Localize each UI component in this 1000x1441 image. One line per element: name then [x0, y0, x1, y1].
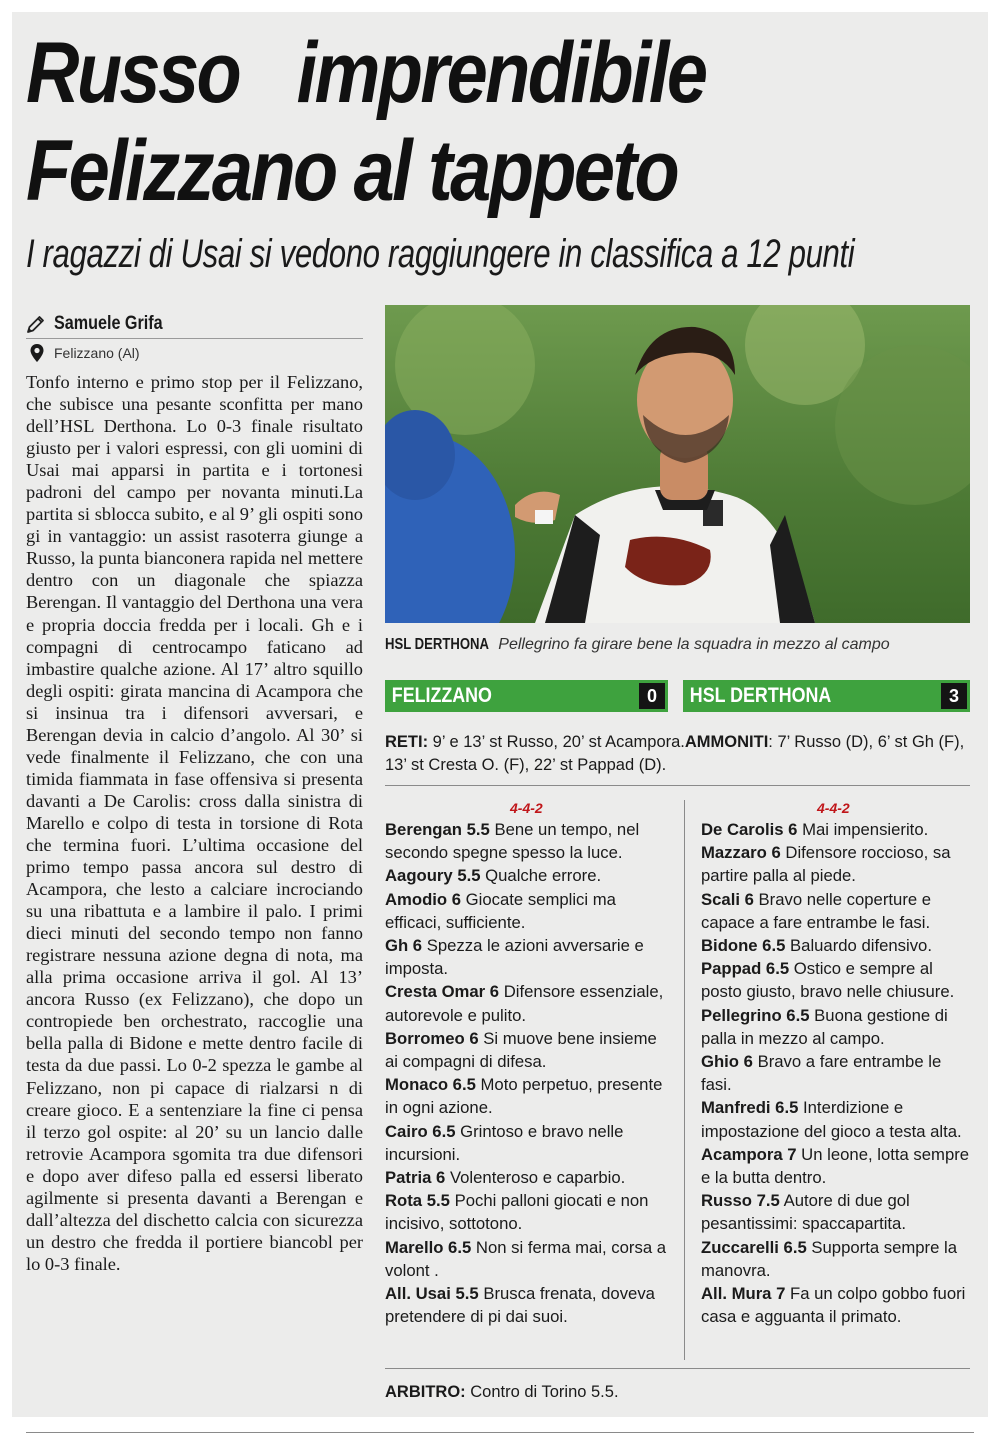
- player-name: Rota 5.5: [385, 1191, 450, 1211]
- player-rating: [385, 888, 670, 934]
- photo-caption: [385, 636, 975, 658]
- player-comment: Mai impensierito.: [802, 820, 929, 839]
- player-name: Borromeo 6: [385, 1028, 479, 1048]
- player-comment: Bravo nelle coperture e capace a fare entrambe le fasi.: [701, 889, 932, 932]
- divider: [385, 785, 970, 786]
- player-rating: [385, 864, 670, 887]
- away-score-bar: [683, 680, 970, 712]
- player-comment: Bravo a fare entrambe le fasi.: [701, 1052, 942, 1095]
- player-name: Patria 6: [385, 1168, 446, 1188]
- home-ratings: [385, 818, 670, 1328]
- player-rating: [701, 1050, 973, 1096]
- player-rating: [385, 818, 670, 864]
- author-name: Samuele Grifa: [54, 312, 163, 334]
- player-comment: Ostico e sempre al posto giusto, bravo nelle chiusure.: [701, 959, 955, 1002]
- player-rating: [385, 980, 670, 1026]
- player-name: Monaco 6.5: [385, 1075, 476, 1095]
- player-name: Zuccarelli 6.5: [701, 1237, 807, 1257]
- player-name: Aagoury 5.5: [385, 866, 481, 886]
- player-rating: [385, 1189, 670, 1235]
- byline: [26, 309, 363, 339]
- player-name: Berengan 5.5: [385, 820, 490, 839]
- referee-text: Contro di Torino 5.5.: [465, 1383, 619, 1401]
- headline-line-2: Felizzano al tappeto: [26, 123, 678, 219]
- player-comment: Pochi palloni giocati e non incisivo, sottotono.: [385, 1191, 649, 1234]
- player-rating: [385, 1073, 670, 1119]
- player-comment: Difensore roccioso, sa partire palla al piede.: [701, 843, 951, 886]
- player-name: Manfredi 6.5: [701, 1098, 799, 1118]
- player-comment: Giocate semplici ma efficaci, sufficiente.: [385, 889, 616, 932]
- caption-team: HSL DERTHONA: [385, 636, 489, 653]
- subheadline: I ragazzi di Usai si vedono raggiungere in classifica a 12 punti: [26, 232, 855, 276]
- player-rating: [701, 1189, 973, 1235]
- away-team-name: HSL DERTHONA: [689, 684, 832, 707]
- caption-text: Pellegrino fa girare bene la squadra in mezzo al campo: [498, 636, 890, 653]
- photo-illustration: [385, 305, 970, 623]
- location-text: Felizzano (Al): [54, 345, 140, 361]
- player-comment: Baluardo difensivo.: [790, 936, 932, 956]
- home-score: 0: [639, 683, 665, 709]
- player-rating: [701, 934, 973, 957]
- player-comment: Si muove bene insieme ai compagni di difesa.: [385, 1028, 657, 1072]
- bookings-text: : 7’ Russo (D), 6’ st Gh (F), 13’ st Cresta O. (F), 22’ st Pappad (D).: [385, 733, 965, 774]
- bottom-rule: [26, 1432, 974, 1433]
- player-rating: [701, 1004, 973, 1050]
- player-name: Pellegrino 6.5: [701, 1005, 810, 1025]
- player-comment: Brusca frenata, doveva pretendere di pi dai suoi.: [385, 1284, 655, 1327]
- player-rating: [385, 1236, 670, 1282]
- player-comment: Autore di due gol pesantissimi: spaccapartita.: [701, 1191, 910, 1234]
- home-score-bar: [385, 680, 668, 712]
- away-formation: 4-4-2: [817, 800, 850, 816]
- home-formation: 4-4-2: [510, 800, 543, 816]
- player-comment: Buona gestione di palla in mezzo al campo.: [701, 1005, 948, 1048]
- player-rating: [701, 1282, 973, 1328]
- player-comment: Spezza le azioni avversarie e imposta.: [385, 936, 644, 979]
- player-name: Ghio 6: [701, 1052, 753, 1072]
- location: [30, 342, 140, 364]
- player-name: Bidone 6.5: [701, 936, 786, 956]
- away-score: 3: [941, 683, 967, 709]
- player-comment: Supporta sempre la manovra.: [701, 1237, 958, 1280]
- headline-line-1: Russo imprendibile: [26, 25, 706, 121]
- divider: [385, 1368, 970, 1369]
- player-comment: Difensore essenziale, autorevole e pulito.: [385, 982, 664, 1025]
- pencil-icon: [26, 314, 46, 334]
- player-name: All. Mura 7: [701, 1284, 786, 1304]
- away-ratings: [701, 818, 973, 1328]
- article-body: Tonfo interno e primo stop per il Felizzano, che subisce una pesante sconfitta per mano dell’HSL Derthona. Lo 0-3 finale risultato giusto per i valori espressi, con gli uomini di Usai mai apparsi in partita e i tortonesi padroni del campo per novanta minuti.La partita si sblocca subito, e al 9’ gli ospiti sono gi in vantaggio: un assist rasoterra giunge a Russo, la punta bianconera rapida nel mettere dentro con un diagonale che spiazza Berengan. Il vantaggio del Derthona una vera e propria doccia fredda per i locali. Gh e i compagni di centrocampo faticano ad imbastire qualche azione. Al 17’ altro squillo degli ospiti: girata mancina di Acampora che si insinua tra i difensori avversari, e Berengan devia in calcio d’angolo. Al 30’ si vede finalmente il Felizzano, che con una timida fiammata in fase offensiva si presenta davanti a De Carolis: cross dalla sinistra di Marello e colpo di testa in torsione di Rota che termina fuori. L’ultima occasione del primo tempo passa ancora sul destro di Acampora, che lesto a calciare incrociando su una ribattuta e a lambire il palo. I primi dieci minuti del secondo tempo non fanno registrare nessuna azione degna di nota, ma alla prima occasione arriva il gol. Al 13’ ancora Russo (ex Felizzano), che dopo un contropiede ben orchestrato, raccoglie una bella palla di Bidone e mette dentro facile di testa da due passi. Lo 0-2 spezza le gambe al Felizzano, non pi capace di rialzarsi n di creare gioco. E a sentenziare la fine ci pensa il terzo gol ospite: al 20’ su un lancio dalle retrovie Acampora sgomita tra due difensori e dopo aver difeso palla ed essersi liberato agilmente si presenta davanti a Berengan e dall’altezza del dischetto calcia con sicurezza un destro che fredda il portiere biancobl per lo 0-3 finale.: [26, 372, 363, 1274]
- goals-text: 9’ e 13’ st Russo, 20’ st Acampora.: [428, 733, 685, 751]
- player-rating: [385, 1027, 670, 1073]
- player-comment: Un leone, lotta sempre e la butta dentro.: [701, 1144, 970, 1188]
- column-divider: [684, 800, 685, 1360]
- player-rating: [701, 818, 973, 841]
- player-comment: Grintoso e bravo nelle incursioni.: [385, 1121, 624, 1164]
- player-name: Amodio 6: [385, 889, 462, 909]
- player-rating: [701, 1096, 973, 1142]
- player-comment: Qualche errore.: [485, 866, 602, 886]
- goals-label: RETI:: [385, 733, 429, 751]
- player-comment: Volenteroso e caparbio.: [449, 1168, 626, 1188]
- player-rating: [701, 957, 973, 1003]
- player-rating: [701, 1143, 973, 1189]
- player-name: Scali 6: [701, 889, 754, 909]
- match-events: [385, 731, 970, 777]
- home-team-name: FELIZZANO: [391, 684, 492, 707]
- location-pin-icon: [30, 344, 44, 362]
- player-comment: Moto perpetuo, presente in ogni azione.: [385, 1075, 663, 1118]
- player-comment: Interdizione e impostazione del gioco a testa alta.: [701, 1098, 962, 1141]
- player-name: Russo 7.5: [701, 1191, 780, 1211]
- player-rating: [385, 1282, 670, 1328]
- player-rating: [385, 934, 670, 980]
- player-name: Gh 6: [385, 936, 423, 956]
- player-name: De Carolis 6: [701, 820, 798, 839]
- player-rating: [701, 841, 973, 887]
- player-name: Mazzaro 6: [701, 843, 781, 863]
- player-rating: [701, 1236, 973, 1282]
- player-rating: [385, 1166, 670, 1189]
- match-photo: [385, 305, 970, 623]
- player-name: Cresta Omar 6: [385, 982, 500, 1002]
- player-name: Marello 6.5: [385, 1237, 472, 1257]
- player-comment: Fa un colpo gobbo fuori casa e agguanta il primato.: [701, 1284, 966, 1327]
- referee-label: ARBITRO:: [385, 1383, 466, 1401]
- player-name: Cairo 6.5: [385, 1121, 456, 1141]
- player-name: Acampora 7: [701, 1144, 797, 1164]
- player-comment: Non si ferma mai, corsa a volont .: [385, 1237, 667, 1280]
- bookings-label: AMMONITI: [684, 733, 769, 751]
- player-rating: [701, 888, 973, 934]
- referee-line: [385, 1383, 619, 1402]
- player-name: Pappad 6.5: [701, 959, 790, 979]
- player-name: All. Usai 5.5: [385, 1284, 479, 1304]
- player-comment: Bene un tempo, nel secondo spegne spesso la luce.: [385, 820, 640, 863]
- player-rating: [385, 1120, 670, 1166]
